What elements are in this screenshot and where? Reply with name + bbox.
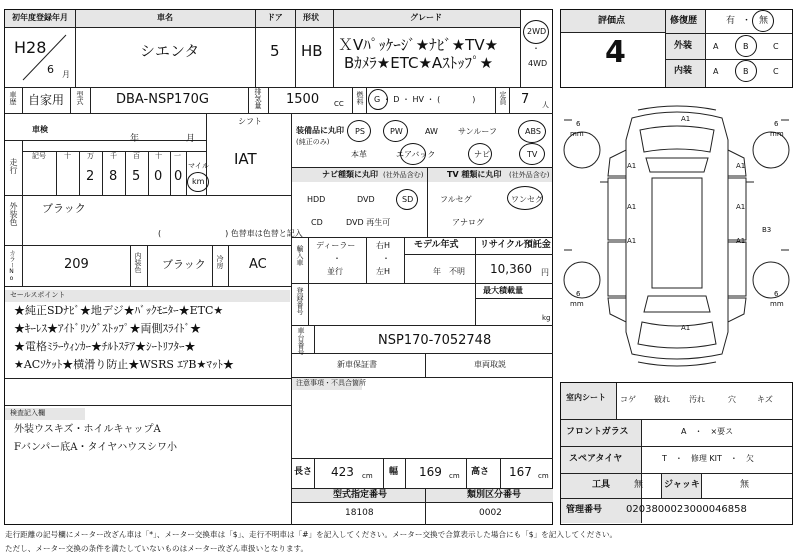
door-count: 5 bbox=[270, 42, 280, 60]
damage-a1-right-door: A1 bbox=[736, 203, 746, 211]
chassis-value: NSP170-7052748 bbox=[378, 333, 492, 348]
height-value: 167 bbox=[509, 465, 532, 479]
ac-value: AC bbox=[249, 257, 267, 272]
damage-a1-left-front: A1 bbox=[627, 162, 637, 170]
damage-a1-left-door: A1 bbox=[627, 203, 637, 211]
import-dealer: ディーラー bbox=[316, 241, 356, 250]
damage-a1-right-front: A1 bbox=[736, 162, 746, 170]
inspection-month-unit: 月 bbox=[186, 134, 196, 144]
mileage-digit-2: 8 bbox=[109, 169, 118, 184]
mileage-unit-km: km bbox=[192, 177, 205, 186]
class-number-label: 類別区分番号 bbox=[467, 490, 522, 500]
score-label: 評価点 bbox=[598, 16, 626, 26]
spare-tire-label: スペアタイヤ bbox=[569, 454, 623, 464]
score-value: 4 bbox=[605, 35, 626, 70]
equip-ps: PS bbox=[355, 127, 365, 136]
interior-grade-c: C bbox=[773, 67, 779, 76]
recycle-value: 10,360 bbox=[490, 262, 532, 276]
seat-scratch: キズ bbox=[757, 395, 773, 404]
km-circle bbox=[187, 172, 209, 192]
car-name-label: 車名 bbox=[157, 13, 173, 22]
length-label: 長さ bbox=[294, 467, 313, 477]
inspector-label: 検査記入欄 bbox=[10, 409, 45, 417]
exterior-grade-a: A bbox=[713, 42, 719, 51]
registration-label: 登録番号 bbox=[296, 287, 304, 315]
shape-label: 形状 bbox=[303, 13, 319, 22]
drive-2wd: 2WD bbox=[527, 27, 547, 36]
tire-mm-rl: mm bbox=[570, 300, 584, 308]
sales-point-4: ★ACｿｹｯﾄ★横滑り防止★WSRS ｴｱB★ﾏｯﾄ★ bbox=[14, 358, 234, 371]
tools-label: 工具 bbox=[592, 480, 611, 490]
interior-grade-b: B bbox=[743, 67, 749, 76]
repair-no-circle bbox=[752, 10, 774, 32]
repair-label: 修復歴 bbox=[670, 16, 698, 26]
digit-header-0: 十 bbox=[64, 152, 71, 160]
model-year-label: モデル年式 bbox=[414, 240, 459, 250]
mileage-symbol-label: 記号 bbox=[32, 152, 46, 160]
windshield-label: フロントガラス bbox=[566, 427, 629, 437]
tire-mm-rr: mm bbox=[770, 300, 784, 308]
recycle-label: リサイクル預託金 bbox=[480, 240, 551, 250]
shift-label: シフト bbox=[238, 117, 262, 126]
tv-sub: (社外品含む) bbox=[509, 171, 550, 179]
exterior-grade-b: B bbox=[743, 42, 749, 51]
import-dot: ・ bbox=[333, 254, 341, 263]
car-name: シエンタ bbox=[140, 42, 200, 60]
digit-header-4: 十 bbox=[155, 152, 162, 160]
equip-nav: ナビ bbox=[474, 150, 490, 159]
width-value: 169 bbox=[419, 465, 442, 479]
tv-fullseg: フルセグ bbox=[440, 195, 472, 204]
interior-b-circle bbox=[735, 60, 757, 82]
exterior-b-circle bbox=[735, 35, 757, 57]
tv-analog: アナログ bbox=[452, 218, 484, 227]
nav-sub: (社外品含む) bbox=[383, 171, 424, 179]
max-load-label: 最大積載量 bbox=[483, 286, 523, 295]
fuel-label: 燃料 bbox=[356, 91, 364, 105]
digit-header-1: 万 bbox=[87, 152, 94, 160]
ac-label: 冷房 bbox=[216, 255, 224, 269]
sales-points-label: セールスポイント bbox=[10, 291, 66, 299]
equip-ps-circle bbox=[347, 120, 371, 142]
shift-value: IAT bbox=[234, 150, 257, 168]
digit-header-5: 一 bbox=[174, 152, 181, 160]
capacity-label: 定員 bbox=[499, 91, 507, 105]
chassis-label: 車台番号 bbox=[297, 327, 305, 355]
mileage-label: 走行 bbox=[9, 158, 18, 174]
equip-abs-circle bbox=[518, 120, 546, 143]
tire-mm-fr: mm bbox=[770, 130, 784, 138]
interior-label: 内装 bbox=[674, 66, 693, 76]
equip-pw: PW bbox=[390, 127, 403, 136]
length-value: 423 bbox=[331, 465, 354, 479]
mileage-digit-1: 2 bbox=[86, 169, 95, 184]
max-load-unit: kg bbox=[542, 314, 551, 322]
color-note: ( ) 色替車は色替と記入 bbox=[158, 229, 303, 238]
tire-depth-rr: 6 bbox=[774, 290, 779, 298]
model-value: DBA-NSP170G bbox=[116, 92, 209, 107]
management-number: 0203800023000046858 bbox=[626, 504, 747, 515]
height-label: 高さ bbox=[471, 467, 490, 477]
tire-depth-rl: 6 bbox=[576, 290, 581, 298]
tire-depth-fr: 6 bbox=[774, 120, 779, 128]
nav-dvd-play: DVD 再生可 bbox=[346, 218, 391, 227]
tire-depth-fl: 6 bbox=[576, 120, 581, 128]
nav-hdd: HDD bbox=[307, 195, 326, 204]
damage-a1-right-rear: A1 bbox=[736, 237, 746, 245]
seat-burn: コゲ bbox=[620, 395, 636, 404]
door-label: ドア bbox=[267, 13, 283, 22]
recycle-yen: 円 bbox=[541, 268, 549, 277]
class-number: 0002 bbox=[479, 508, 502, 518]
color-no: 209 bbox=[64, 257, 89, 272]
first-reg-era: H28 bbox=[14, 38, 47, 57]
seat-label: 室内シート bbox=[566, 393, 606, 402]
mileage-unit-mile: マイル bbox=[188, 162, 209, 170]
windshield-options: A ・ ×要ス bbox=[681, 427, 734, 436]
inspection-label: 車検 bbox=[32, 125, 48, 134]
first-reg-label: 初年度登録年月 bbox=[12, 13, 68, 22]
jack-label: ジャッキ bbox=[664, 480, 700, 490]
grade-line-2: Bｶﾒﾗ★ETC★Aｽﾄｯﾌﾟ★ bbox=[344, 54, 494, 72]
height-unit: cm bbox=[538, 472, 549, 480]
equip-aw: AW bbox=[425, 127, 438, 136]
equip-abs: ABS bbox=[525, 127, 541, 136]
footer-note-1: 走行距離の記号欄にメーター改ざん車は「*」、メーター交換車は「$」、走行不明車は「#」を記入してください。メーター交換で合算表示した場合にも「$」を記入してください。 bbox=[5, 530, 618, 539]
displacement-unit: CC bbox=[334, 100, 344, 108]
interior-grade-a: A bbox=[713, 67, 719, 76]
displacement-label: 排気量 bbox=[254, 88, 262, 109]
nav-sd: SD bbox=[402, 195, 414, 204]
nav-label: ナビ種類に丸印 bbox=[322, 170, 378, 179]
length-unit: cm bbox=[362, 472, 373, 480]
equip-tv: TV bbox=[527, 150, 538, 159]
color-value: ブラック bbox=[42, 202, 86, 215]
capacity-unit: 人 bbox=[542, 101, 549, 109]
width-unit: cm bbox=[449, 472, 460, 480]
use-value: 自家用 bbox=[28, 93, 65, 107]
import-dot-2: ・ bbox=[382, 254, 390, 263]
interior-color-label: 内装色 bbox=[134, 252, 142, 273]
import-label: 輸入車 bbox=[296, 245, 304, 266]
color-no-label: カラーNo. bbox=[8, 250, 15, 289]
nav-sd-circle bbox=[396, 189, 418, 210]
type-number-label: 型式指定番号 bbox=[333, 490, 388, 500]
inspection-year-unit: 年 bbox=[130, 134, 140, 144]
tv-oneseg-circle bbox=[507, 186, 543, 210]
equipment-label: 装備品に丸印 bbox=[296, 126, 344, 135]
displacement-value: 1500 bbox=[286, 92, 320, 107]
damage-a1-left-rear: A1 bbox=[627, 237, 637, 245]
first-reg-month-unit: 月 bbox=[62, 70, 70, 79]
seat-tear: 破れ bbox=[654, 395, 670, 404]
repair-yes: 有 bbox=[726, 16, 736, 26]
body-shape: HB bbox=[301, 42, 323, 60]
tools-value: 無 bbox=[634, 480, 644, 490]
model-year: 年 不明 bbox=[433, 267, 465, 276]
mileage-digit-4: 0 bbox=[154, 169, 163, 184]
inspector-line-1: 外装ウスキズ・ホイルキャップA bbox=[14, 424, 161, 435]
color-label: 外装色 bbox=[9, 202, 18, 226]
drive-4wd: 4WD bbox=[528, 59, 548, 68]
equipment-sub: (純正のみ) bbox=[296, 138, 330, 146]
model-label: 型式 bbox=[76, 91, 84, 105]
width-label: 幅 bbox=[389, 467, 399, 477]
damage-a1-rear: A1 bbox=[681, 324, 691, 332]
equip-sunroof: サンルーフ bbox=[458, 127, 497, 136]
fuel-g-circle bbox=[368, 89, 388, 110]
damage-b3-right: B3 bbox=[762, 226, 772, 234]
import-left: 左H bbox=[376, 267, 391, 276]
interior-color: ブラック bbox=[162, 258, 206, 271]
repair-dot: ・ bbox=[742, 16, 752, 26]
warranty-manual: 車両取説 bbox=[474, 360, 506, 369]
sales-point-1: ★純正SDﾅﾋﾞ★地デジ★ﾊﾞｯｸﾓﾆﾀｰ★ETC★ bbox=[14, 304, 224, 317]
drive-2wd-circle bbox=[523, 20, 549, 44]
tv-oneseg: ワンセグ bbox=[511, 195, 543, 204]
tire-mm-fl: mm bbox=[570, 130, 584, 138]
jack-value: 無 bbox=[740, 480, 750, 490]
exterior-label: 外装 bbox=[674, 41, 693, 51]
equip-pw-circle bbox=[383, 120, 408, 142]
repair-no: 無 bbox=[759, 16, 769, 26]
management-label: 管理番号 bbox=[566, 505, 603, 515]
inspector-line-2: Fバンパー底A・タイヤハウスシワ小 bbox=[14, 442, 177, 453]
notes-label: 注意事項・不具合箇所 bbox=[296, 379, 366, 387]
drive-dot: ・ bbox=[532, 44, 540, 53]
equip-tv-circle bbox=[519, 143, 545, 165]
nav-cd: CD bbox=[311, 218, 323, 227]
first-reg-month: 6 bbox=[47, 63, 54, 76]
digit-header-2: 千 bbox=[110, 152, 117, 160]
capacity-value: 7 bbox=[521, 92, 530, 107]
equip-airbag-circle bbox=[400, 143, 426, 165]
equip-leather: 本革 bbox=[351, 150, 367, 159]
type-number: 18108 bbox=[345, 508, 374, 518]
equip-nav-circle bbox=[468, 143, 492, 165]
import-right: 右H bbox=[376, 241, 391, 250]
fuel-options: G ・ D ・ HV ・ ( ) bbox=[374, 95, 476, 104]
seat-hole: 穴 bbox=[728, 395, 736, 404]
grade-line-1: ＸVﾊﾟｯｹｰｼﾞ★ﾅﾋﾞ★TV★ bbox=[338, 36, 499, 54]
exterior-grade-c: C bbox=[773, 42, 779, 51]
damage-a1-front: A1 bbox=[681, 115, 691, 123]
footer-note-2: ただし、メーター交換の条件を満たしていないものはメーター改ざん車扱いとなります。 bbox=[5, 544, 309, 553]
mileage-digit-5: 0 bbox=[174, 169, 183, 184]
sales-point-2: ★ｷｰﾚｽ★ｱｲﾄﾞﾘﾝｸﾞｽﾄｯﾌﾟ★両側ｽﾗｲﾄﾞ★ bbox=[14, 322, 201, 335]
use-label: 車歴 bbox=[9, 91, 17, 105]
nav-dvd: DVD bbox=[357, 195, 375, 204]
equip-airbag: エアバック bbox=[396, 150, 436, 159]
digit-header-3: 百 bbox=[133, 152, 140, 160]
import-parallel: 並行 bbox=[327, 267, 343, 276]
car-damage-diagram bbox=[560, 100, 793, 370]
tv-label: TV 種類に丸印 bbox=[447, 170, 502, 179]
warranty-new: 新車保証書 bbox=[337, 360, 377, 369]
mileage-digit-3: 5 bbox=[132, 169, 141, 184]
seat-dirt: 汚れ bbox=[689, 395, 705, 404]
grade-label: グレード bbox=[410, 13, 442, 22]
spare-tire-options: T ・ 修理 KIT ・ 欠 bbox=[662, 454, 754, 463]
sales-point-3: ★電格ﾐﾗｰｳｨﾝｶｰ★ﾁﾙﾄｽﾃｱ★ｼｰﾄﾘﾌﾀｰ★ bbox=[14, 340, 196, 353]
